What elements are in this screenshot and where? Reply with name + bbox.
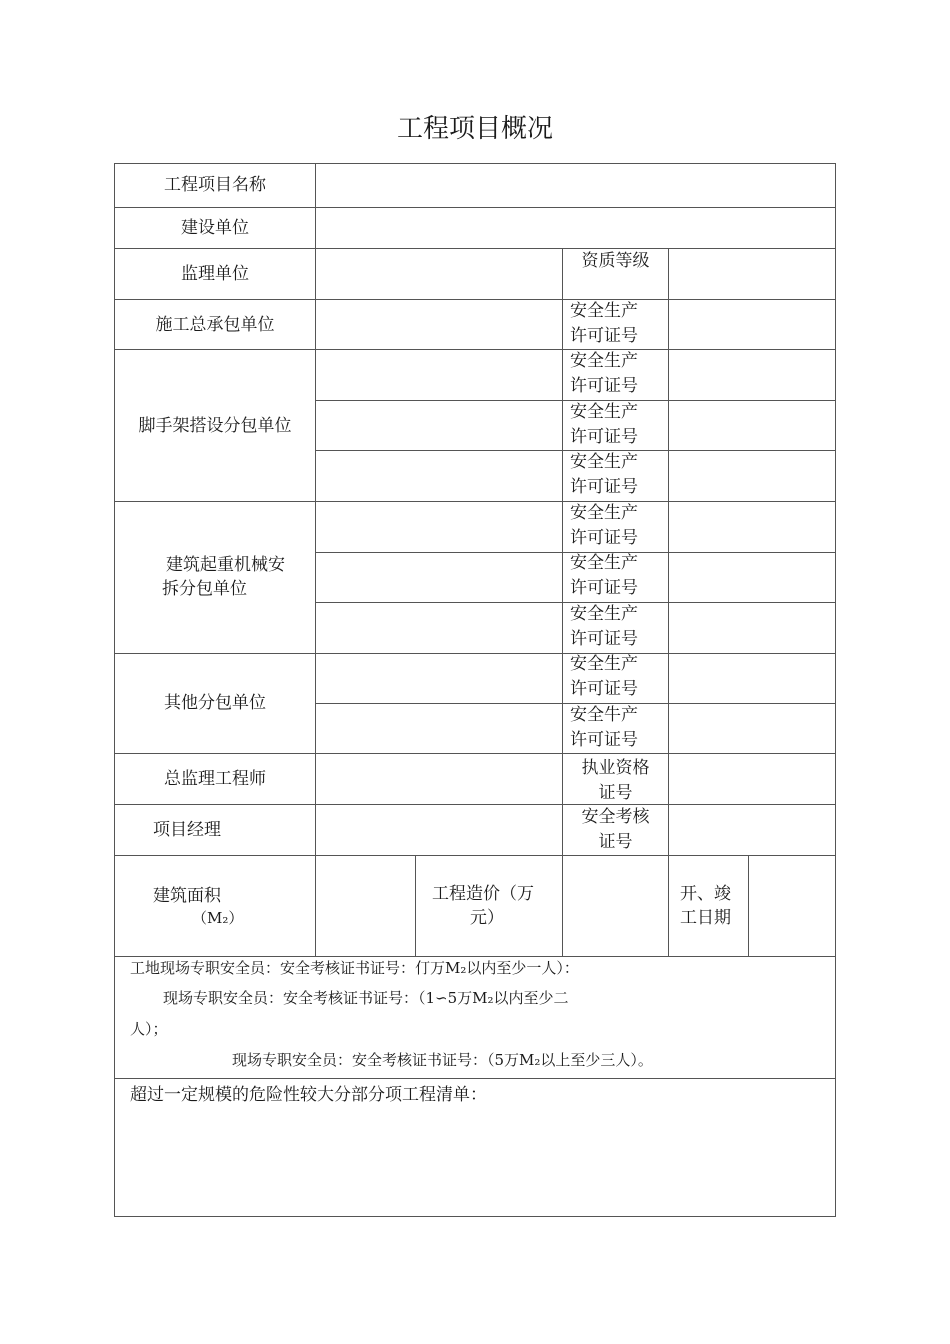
cell-value-permit[interactable] bbox=[668, 400, 836, 451]
label-crane-line2: 拆分包单位 bbox=[162, 579, 247, 599]
cell-value-crane-1[interactable] bbox=[315, 501, 563, 553]
cell-value-qualification[interactable] bbox=[668, 248, 836, 300]
safety-staff-line3: 人）； bbox=[130, 1020, 168, 1038]
label-safety-assess-line1: 安全考核 bbox=[581, 807, 650, 827]
label-dates-line2: 工日期 bbox=[680, 908, 731, 928]
label-permit-line2: 许可证号 bbox=[570, 376, 638, 396]
cell-value-chief-supervisor[interactable] bbox=[315, 753, 563, 805]
safety-staff-line4: 现场专职安全员：安全考核证书证号：（5万M₂以上至少三人）。 bbox=[232, 1051, 653, 1069]
label-chief-supervisor: 总监理工程师 bbox=[164, 769, 266, 789]
cell-value-supervision-unit[interactable] bbox=[315, 248, 563, 300]
label-general-contractor: 施工总承包单位 bbox=[155, 315, 275, 335]
cell-value-project-cost[interactable] bbox=[562, 855, 669, 957]
label-dates-line1: 开、竣 bbox=[680, 884, 731, 904]
label-building-area-line1: 建筑面积 bbox=[153, 886, 221, 906]
page-title: 工程项目概况 bbox=[396, 114, 553, 144]
label-permit-line1: 安全生产 bbox=[570, 503, 638, 523]
label-permit-line1: 安全生产 bbox=[570, 351, 638, 371]
cell-value-permit[interactable] bbox=[668, 501, 836, 553]
label-supervision-unit: 监理单位 bbox=[181, 264, 249, 284]
safety-staff-line2: 现场专职安全员：安全考核证书证号：（1∽5万M₂以内至少二 bbox=[163, 989, 569, 1007]
cell-value-permit[interactable] bbox=[668, 602, 836, 654]
label-project-name: 工程项目名称 bbox=[164, 175, 266, 195]
label-project-cost-line2: 元） bbox=[470, 908, 504, 928]
label-permit-line1: 安全生产 bbox=[570, 402, 638, 422]
cell-value-project-name[interactable] bbox=[315, 163, 836, 208]
label-permit-line2: 许可证号 bbox=[570, 477, 638, 497]
label-permit-line2: 许可证号 bbox=[570, 730, 638, 750]
label-building-area-line2: （M₂） bbox=[192, 909, 244, 927]
cell-value-safety-assess[interactable] bbox=[668, 804, 836, 856]
label-project-manager: 项目经理 bbox=[153, 820, 221, 840]
cell-value-permit[interactable] bbox=[668, 552, 836, 603]
label-crane-line1: 建筑起重机械安 bbox=[166, 555, 285, 575]
cell-value-other-1[interactable] bbox=[315, 653, 563, 704]
label-permit-line1: 安全生产 bbox=[570, 452, 638, 472]
label-permit-line2: 许可证号 bbox=[570, 427, 638, 447]
label-permit-line2: 许可证号 bbox=[570, 326, 638, 346]
safety-staff-line1: 工地现场专职安全员：安全考核证书证号：仃万M₂以内至少一人）： bbox=[130, 959, 579, 977]
label-permit-line2: 许可证号 bbox=[570, 578, 638, 598]
cell-value-crane-2[interactable] bbox=[315, 552, 563, 603]
label-permit-line2: 许可证号 bbox=[570, 629, 638, 649]
cell-value-building-area[interactable] bbox=[315, 855, 416, 957]
label-permit-line1: 安全生产 bbox=[570, 604, 638, 624]
cell-value-permit[interactable] bbox=[668, 349, 836, 401]
label-project-cost-line1: 工程造价（万 bbox=[432, 884, 534, 904]
label-other: 其他分包单位 bbox=[164, 693, 266, 713]
cell-value-crane-3[interactable] bbox=[315, 602, 563, 654]
label-permit-line1: 安全生产 bbox=[570, 301, 638, 321]
label-practice-cert-line2: 证号 bbox=[598, 783, 633, 803]
label-safety-assess-line2: 证号 bbox=[598, 832, 633, 852]
label-permit-line2: 许可证号 bbox=[570, 528, 638, 548]
label-permit-line1: 安全生产 bbox=[570, 654, 638, 674]
cell-value-permit[interactable] bbox=[668, 450, 836, 502]
cell-value-construction-unit[interactable] bbox=[315, 207, 836, 249]
label-practice-cert-line1: 执业资格 bbox=[581, 758, 650, 778]
cell-value-permit[interactable] bbox=[668, 653, 836, 704]
cell-value-other-2[interactable] bbox=[315, 703, 563, 754]
cell-value-dates[interactable] bbox=[748, 855, 836, 957]
label-permit-line1: 安全牛产 bbox=[570, 705, 638, 725]
cell-value-scaffold-1[interactable] bbox=[315, 349, 563, 401]
hazard-list-label: 超过一定规模的危险性较大分部分项工程清单： bbox=[130, 1085, 487, 1105]
label-qualification: 资质等级 bbox=[581, 251, 650, 271]
cell-value-general-contractor[interactable] bbox=[315, 299, 563, 350]
cell-value-project-manager[interactable] bbox=[315, 804, 563, 856]
cell-value-scaffold-2[interactable] bbox=[315, 400, 563, 451]
label-construction-unit: 建设单位 bbox=[181, 218, 249, 238]
label-scaffold: 脚手架搭设分包单位 bbox=[138, 416, 292, 436]
label-permit-line2: 许可证号 bbox=[570, 679, 638, 699]
cell-value-practice-cert[interactable] bbox=[668, 753, 836, 805]
cell-value-permit[interactable] bbox=[668, 703, 836, 754]
cell-value-scaffold-3[interactable] bbox=[315, 450, 563, 502]
label-permit-line1: 安全生产 bbox=[570, 553, 638, 573]
cell-value-permit[interactable] bbox=[668, 299, 836, 350]
